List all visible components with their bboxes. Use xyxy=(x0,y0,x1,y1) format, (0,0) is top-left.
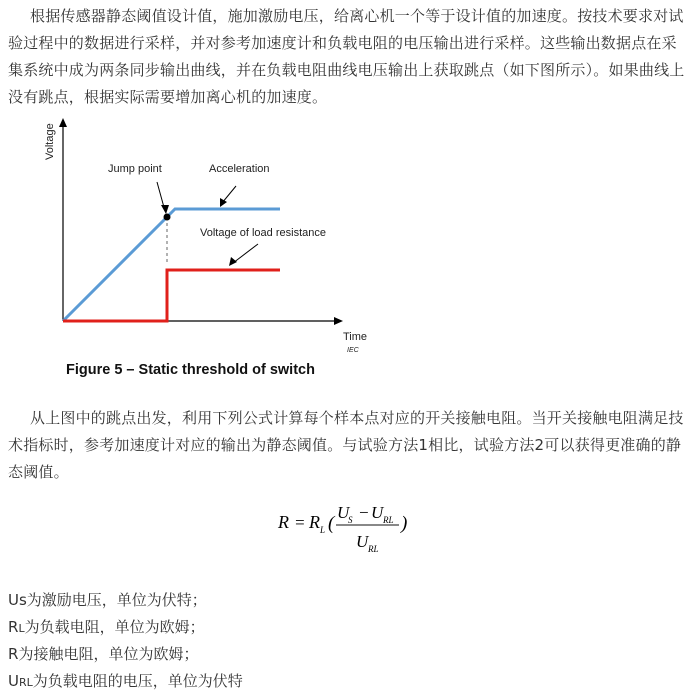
formula-close-paren: ) xyxy=(401,513,408,534)
definition-text: 为接触电阻，单位为欧姆； xyxy=(18,645,199,663)
threshold-figure xyxy=(36,114,368,364)
load-voltage-pointer xyxy=(233,244,258,263)
x-axis-arrow-icon xyxy=(334,317,343,325)
iec-mark: IEC xyxy=(347,347,359,354)
intro-paragraph: 根据传感器静态阈值设计值，施加激励电压，给离心机一个等于设计值的加速度。按技术要求对试验过程中的数据进行采样，并对参考加速度计和负载电阻的电压输出进行采样。这些输出数据点在采集系统中成为两条同步输出曲线，并在负载电阻曲线电压输出上获取跳点（如下图所示）。如果曲线上没有跳点，根据实际需要增加离心机的加速度。 xyxy=(8,7,685,106)
formula-num-a-sub: S xyxy=(348,515,353,525)
formula-coef-sub: L xyxy=(320,525,326,535)
acceleration-arrow-icon xyxy=(220,198,227,207)
definition-r xyxy=(8,643,198,667)
definition-rl xyxy=(8,616,205,640)
formula-equals: = xyxy=(294,513,306,532)
definition-text: 为负载电阻，单位为欧姆； xyxy=(24,618,205,636)
formula-den-sub: RL xyxy=(368,544,379,554)
definition-symbol: R xyxy=(8,645,19,663)
formula-num-a: U xyxy=(337,503,350,522)
definition-symbol: R xyxy=(8,618,19,636)
formula-lhs: R xyxy=(278,512,289,532)
acceleration-label: Acceleration xyxy=(209,163,270,175)
formula-num-b: U xyxy=(371,503,384,522)
definition-text: 为激励电压，单位为伏特； xyxy=(26,591,207,609)
resistance-formula xyxy=(276,497,426,557)
formula-minus: − xyxy=(358,503,370,522)
load-voltage-label: Voltage of load resistance xyxy=(200,227,326,239)
acceleration-curve xyxy=(63,209,280,321)
formula-num-b-sub: RL xyxy=(383,515,394,525)
formula-den: U xyxy=(356,532,369,551)
load-voltage-arrow-icon xyxy=(229,257,237,266)
figure-caption: Figure 5 – Static threshold of switch xyxy=(66,362,315,378)
definition-symbol-sub: RL xyxy=(18,676,33,689)
jump-point-marker xyxy=(164,214,171,221)
jump-point-label: Jump point xyxy=(108,163,162,175)
y-axis-arrow-icon xyxy=(59,118,67,127)
definition-url xyxy=(8,670,243,694)
x-axis-label: Time xyxy=(343,331,368,343)
definition-symbol: Us xyxy=(8,591,27,609)
definition-symbol-sub: L xyxy=(18,622,25,635)
formula-coef: R xyxy=(309,512,320,532)
definition-symbol: U xyxy=(8,672,19,690)
load-voltage-curve xyxy=(63,270,280,321)
y-axis-label: Voltage xyxy=(44,123,56,160)
definition-text: 为负载电阻的电压，单位为伏特 xyxy=(32,672,243,690)
jump-point-arrow-icon xyxy=(161,205,169,214)
formula-open-paren: ( xyxy=(328,513,335,534)
method-paragraph: 从上图中的跳点出发，利用下列公式计算每个样本点对应的开关接触电阻。当开关接触电阻满足技术指标时，参考加速度计对应的输出为静态阈值。与试验方法1相比，试验方法2可以获得更准确的静态阈值。 xyxy=(8,409,684,481)
definition-us xyxy=(8,589,207,613)
